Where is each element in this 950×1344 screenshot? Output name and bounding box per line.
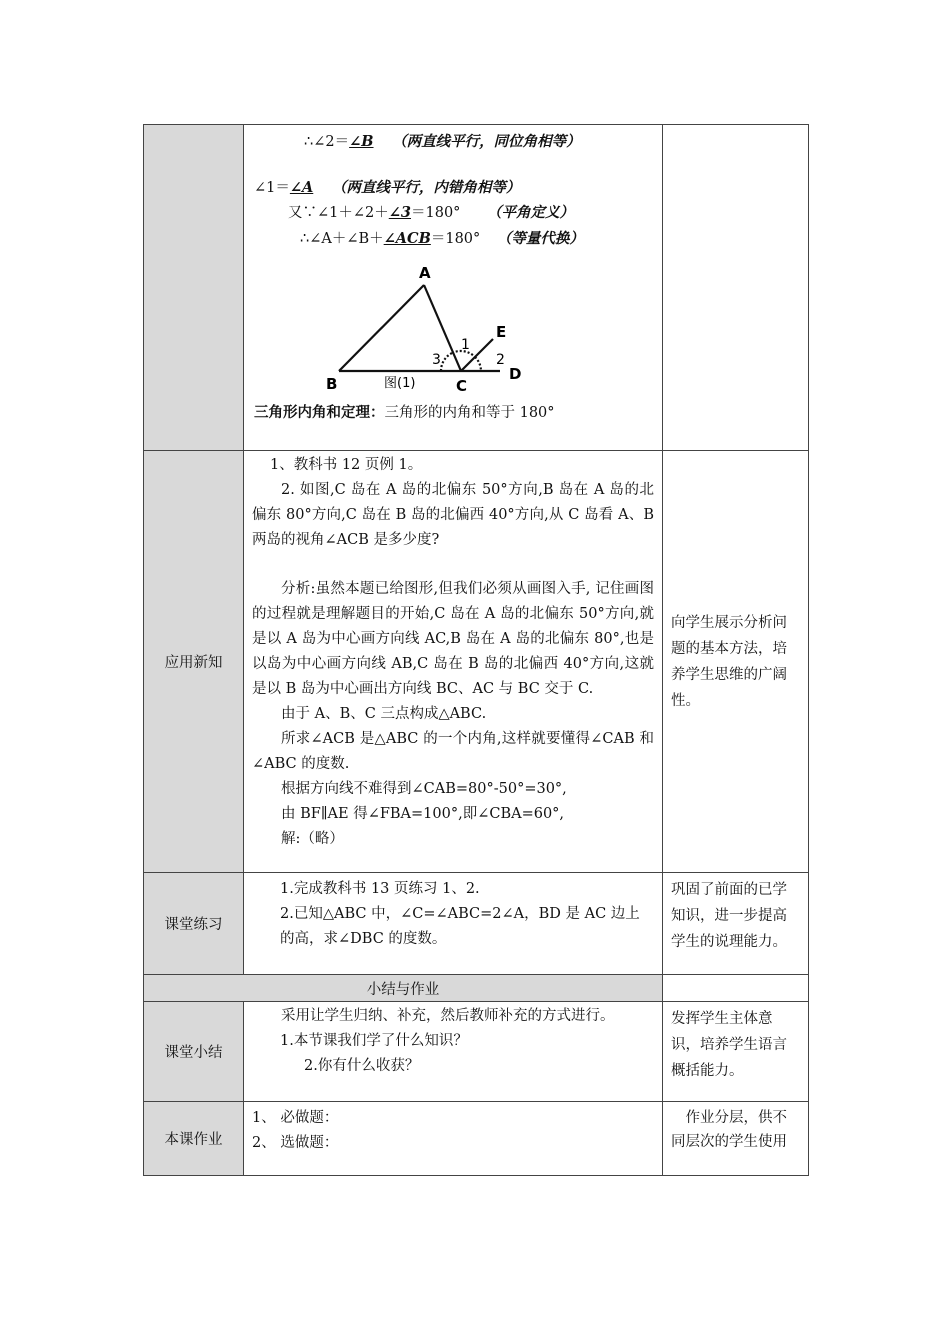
theorem-title: 三角形内角和定理： (254, 405, 385, 421)
practice-label: 课堂练习 (144, 873, 244, 975)
label-d: D (509, 365, 522, 383)
label-angle-1: 1 (461, 337, 470, 353)
apply-p6: 根据方向线不难得到∠CAB=80°-50°=30°, (281, 781, 567, 797)
proof-text: ＝180° (411, 205, 461, 221)
apply-content-cell (244, 451, 663, 873)
apply-p2: 2. 如图,C 岛在 A 岛的北偏东 50°方向,B 岛在 A 岛的北偏东 80°方向,C 岛在 B 岛的北偏西 40°方向,从 C 岛看 A、B 两岛的视角∠ACB 是多少度? (252, 482, 654, 548)
lesson-plan-table (143, 124, 809, 1176)
proof-angle: ∠A (289, 179, 314, 196)
proof-line-4 (300, 226, 584, 252)
proof-label-cell (144, 125, 244, 451)
arc-angle-2 (475, 357, 481, 371)
label-e: E (496, 323, 507, 341)
summary-header: 小结与作业 (144, 975, 663, 1002)
summary-header-row (144, 975, 809, 1002)
proof-angle: ∠3 (388, 204, 411, 221)
proof-reason: （两直线平行，内错角相等） (331, 180, 521, 196)
apply-p7: 由 BF∥AE 得∠FBA=100°,即∠CBA=60°, (281, 806, 565, 822)
triangle-figure (304, 259, 544, 391)
apply-p3: 分析:虽然本题已给图形,但我们必须从画图入手, 记住画图的过程就是理解题目的开始,C 岛在 A 岛的北偏东 50°方向,就是以 A 岛为中心画方向线 AC,B 岛在 A 岛的北偏东 80°,也是以岛为中心画方向线 AB,C 岛在 B 岛的北偏西 40°方向,这就是以 B 岛为中心画出方向线 BC、AC 与 BC 交于 C. (252, 581, 654, 697)
label-angle-2: 2 (496, 352, 505, 368)
practice-p1: 1.完成教科书 13 页练习 1、2. (280, 881, 480, 897)
apply-label: 应用新知 (144, 451, 244, 873)
theorem-line (254, 400, 555, 426)
homework-p1: 1、 必做题： (252, 1110, 339, 1126)
proof-note-cell (663, 125, 809, 451)
apply-row (144, 451, 809, 873)
summary-label: 课堂小结 (144, 1002, 244, 1102)
summary-note: 发挥学生主体意识，培养学生语言概括能力。 (663, 1002, 809, 1102)
side-ab (339, 285, 424, 371)
proof-angle: ∠B (349, 133, 374, 150)
proof-angle: ∠ACB (383, 230, 431, 247)
summary-p3: 2.你有什么收获？ (304, 1058, 420, 1074)
proof-text: 又∵∠1＋∠2＋ (288, 205, 389, 221)
summary-p2: 1.本节课我们学了什么知识？ (280, 1033, 468, 1049)
homework-label: 本课作业 (144, 1102, 244, 1176)
label-c: C (456, 377, 468, 391)
practice-p2: 2.已知△ABC 中，∠C=∠ABC=2∠A，BD 是 AC 边上的高，求∠DBC 的度数。 (280, 906, 640, 947)
label-b: B (326, 375, 338, 391)
homework-note: 作业分层，供不同层次的学生使用 (663, 1102, 809, 1176)
homework-content-cell (244, 1102, 663, 1176)
proof-text: ＝180° (430, 231, 481, 247)
proof-row (144, 125, 809, 451)
summary-row (144, 1002, 809, 1102)
summary-header-note-cell (663, 975, 809, 1002)
apply-p8: 解:（略） (281, 831, 344, 847)
practice-note: 巩固了前面的已学知识，进一步提高学生的说理能力。 (663, 873, 809, 975)
practice-row (144, 873, 809, 975)
arc-angle-3 (441, 353, 452, 371)
theorem-text: 三角形的内角和等于 180° (384, 405, 555, 421)
apply-note: 向学生展示分析问题的基本方法，培养学生思维的广阔性。 (663, 451, 809, 873)
figure-caption: 图(1) (384, 376, 416, 391)
proof-cell (244, 125, 663, 451)
proof-text: ∴∠A＋∠B＋ (300, 231, 384, 247)
label-angle-3: 3 (432, 352, 441, 368)
apply-p1: 1、教科书 12 页例 1。 (270, 457, 423, 473)
homework-p2: 2、 选做题： (252, 1135, 339, 1151)
side-ac (424, 285, 461, 371)
apply-p5: 所求∠ACB 是△ABC 的一个内角,这样就要懂得∠CAB 和∠ABC 的度数. (252, 731, 654, 772)
proof-line-1 (304, 129, 581, 155)
proof-reason: （平角定义） (487, 205, 575, 221)
summary-content-cell (244, 1002, 663, 1102)
proof-line-3 (288, 200, 574, 226)
apply-p4: 由于 A、B、C 三点构成△ABC. (281, 706, 487, 722)
proof-reason: （等量代换） (496, 231, 584, 247)
summary-p1: 采用让学生归纳、补充，然后教师补充的方式进行。 (281, 1008, 615, 1024)
proof-text: ∴∠2＝ (304, 134, 350, 150)
proof-reason: （两直线平行，同位角相等） (392, 134, 581, 150)
practice-content-cell (244, 873, 663, 975)
proof-text: ∠1＝ (254, 180, 290, 196)
homework-row (144, 1102, 809, 1176)
proof-line-2 (254, 175, 520, 201)
label-a: A (419, 264, 431, 282)
